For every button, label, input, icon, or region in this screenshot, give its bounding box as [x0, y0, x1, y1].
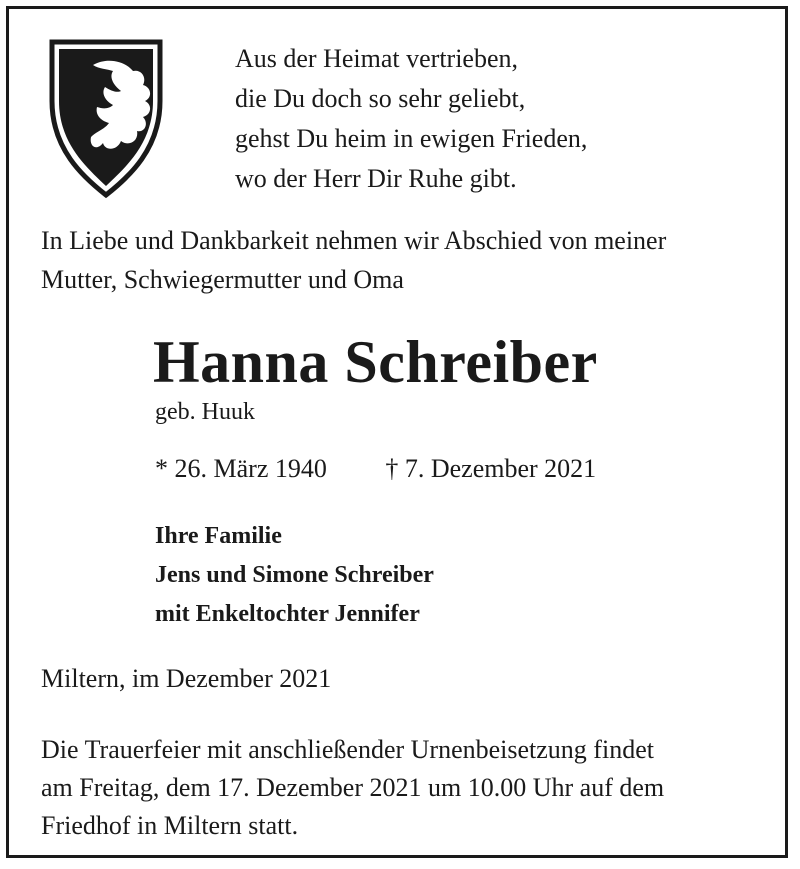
notice-line: Die Trauerfeier mit anschließender Urnenbeisetzung findet [41, 735, 654, 764]
notice-line: Friedhof in Miltern statt. [41, 811, 299, 840]
birth-date: * 26. März 1940 [155, 454, 327, 483]
mourners-line: Ihre Familie [155, 523, 282, 549]
poem [235, 39, 587, 199]
notice-line: am Freitag, dem 17. Dezember 2021 um 10.00 Uhr auf dem [41, 773, 665, 802]
funeral-notice [41, 731, 781, 845]
deceased-name: Hanna Schreiber [153, 329, 598, 395]
poem-line: Aus der Heimat vertrieben, [235, 44, 519, 73]
intro-line: Mutter, Schwiegermutter und Oma [41, 265, 404, 294]
mourners-line: Jens und Simone Schreiber [155, 562, 434, 588]
intro-line: In Liebe und Dankbarkeit nehmen wir Abschied von meiner [41, 226, 667, 255]
poem-line: gehst Du heim in ewigen Frieden, [235, 124, 588, 153]
poem-line: wo der Herr Dir Ruhe gibt. [235, 164, 517, 193]
mourners-line: mit Enkeltochter Jennifer [155, 601, 420, 627]
maiden-name: geb. Huuk [155, 399, 255, 425]
death-date: † 7. Dezember 2021 [385, 454, 597, 483]
farewell-intro [41, 221, 781, 299]
life-dates [155, 451, 596, 487]
obituary-frame [6, 6, 788, 858]
poem-line: die Du doch so sehr geliebt, [235, 84, 526, 113]
mourners [155, 517, 434, 634]
place-and-date: Miltern, im Dezember 2021 [41, 664, 332, 693]
coat-of-arms-shield-icon [49, 39, 163, 199]
